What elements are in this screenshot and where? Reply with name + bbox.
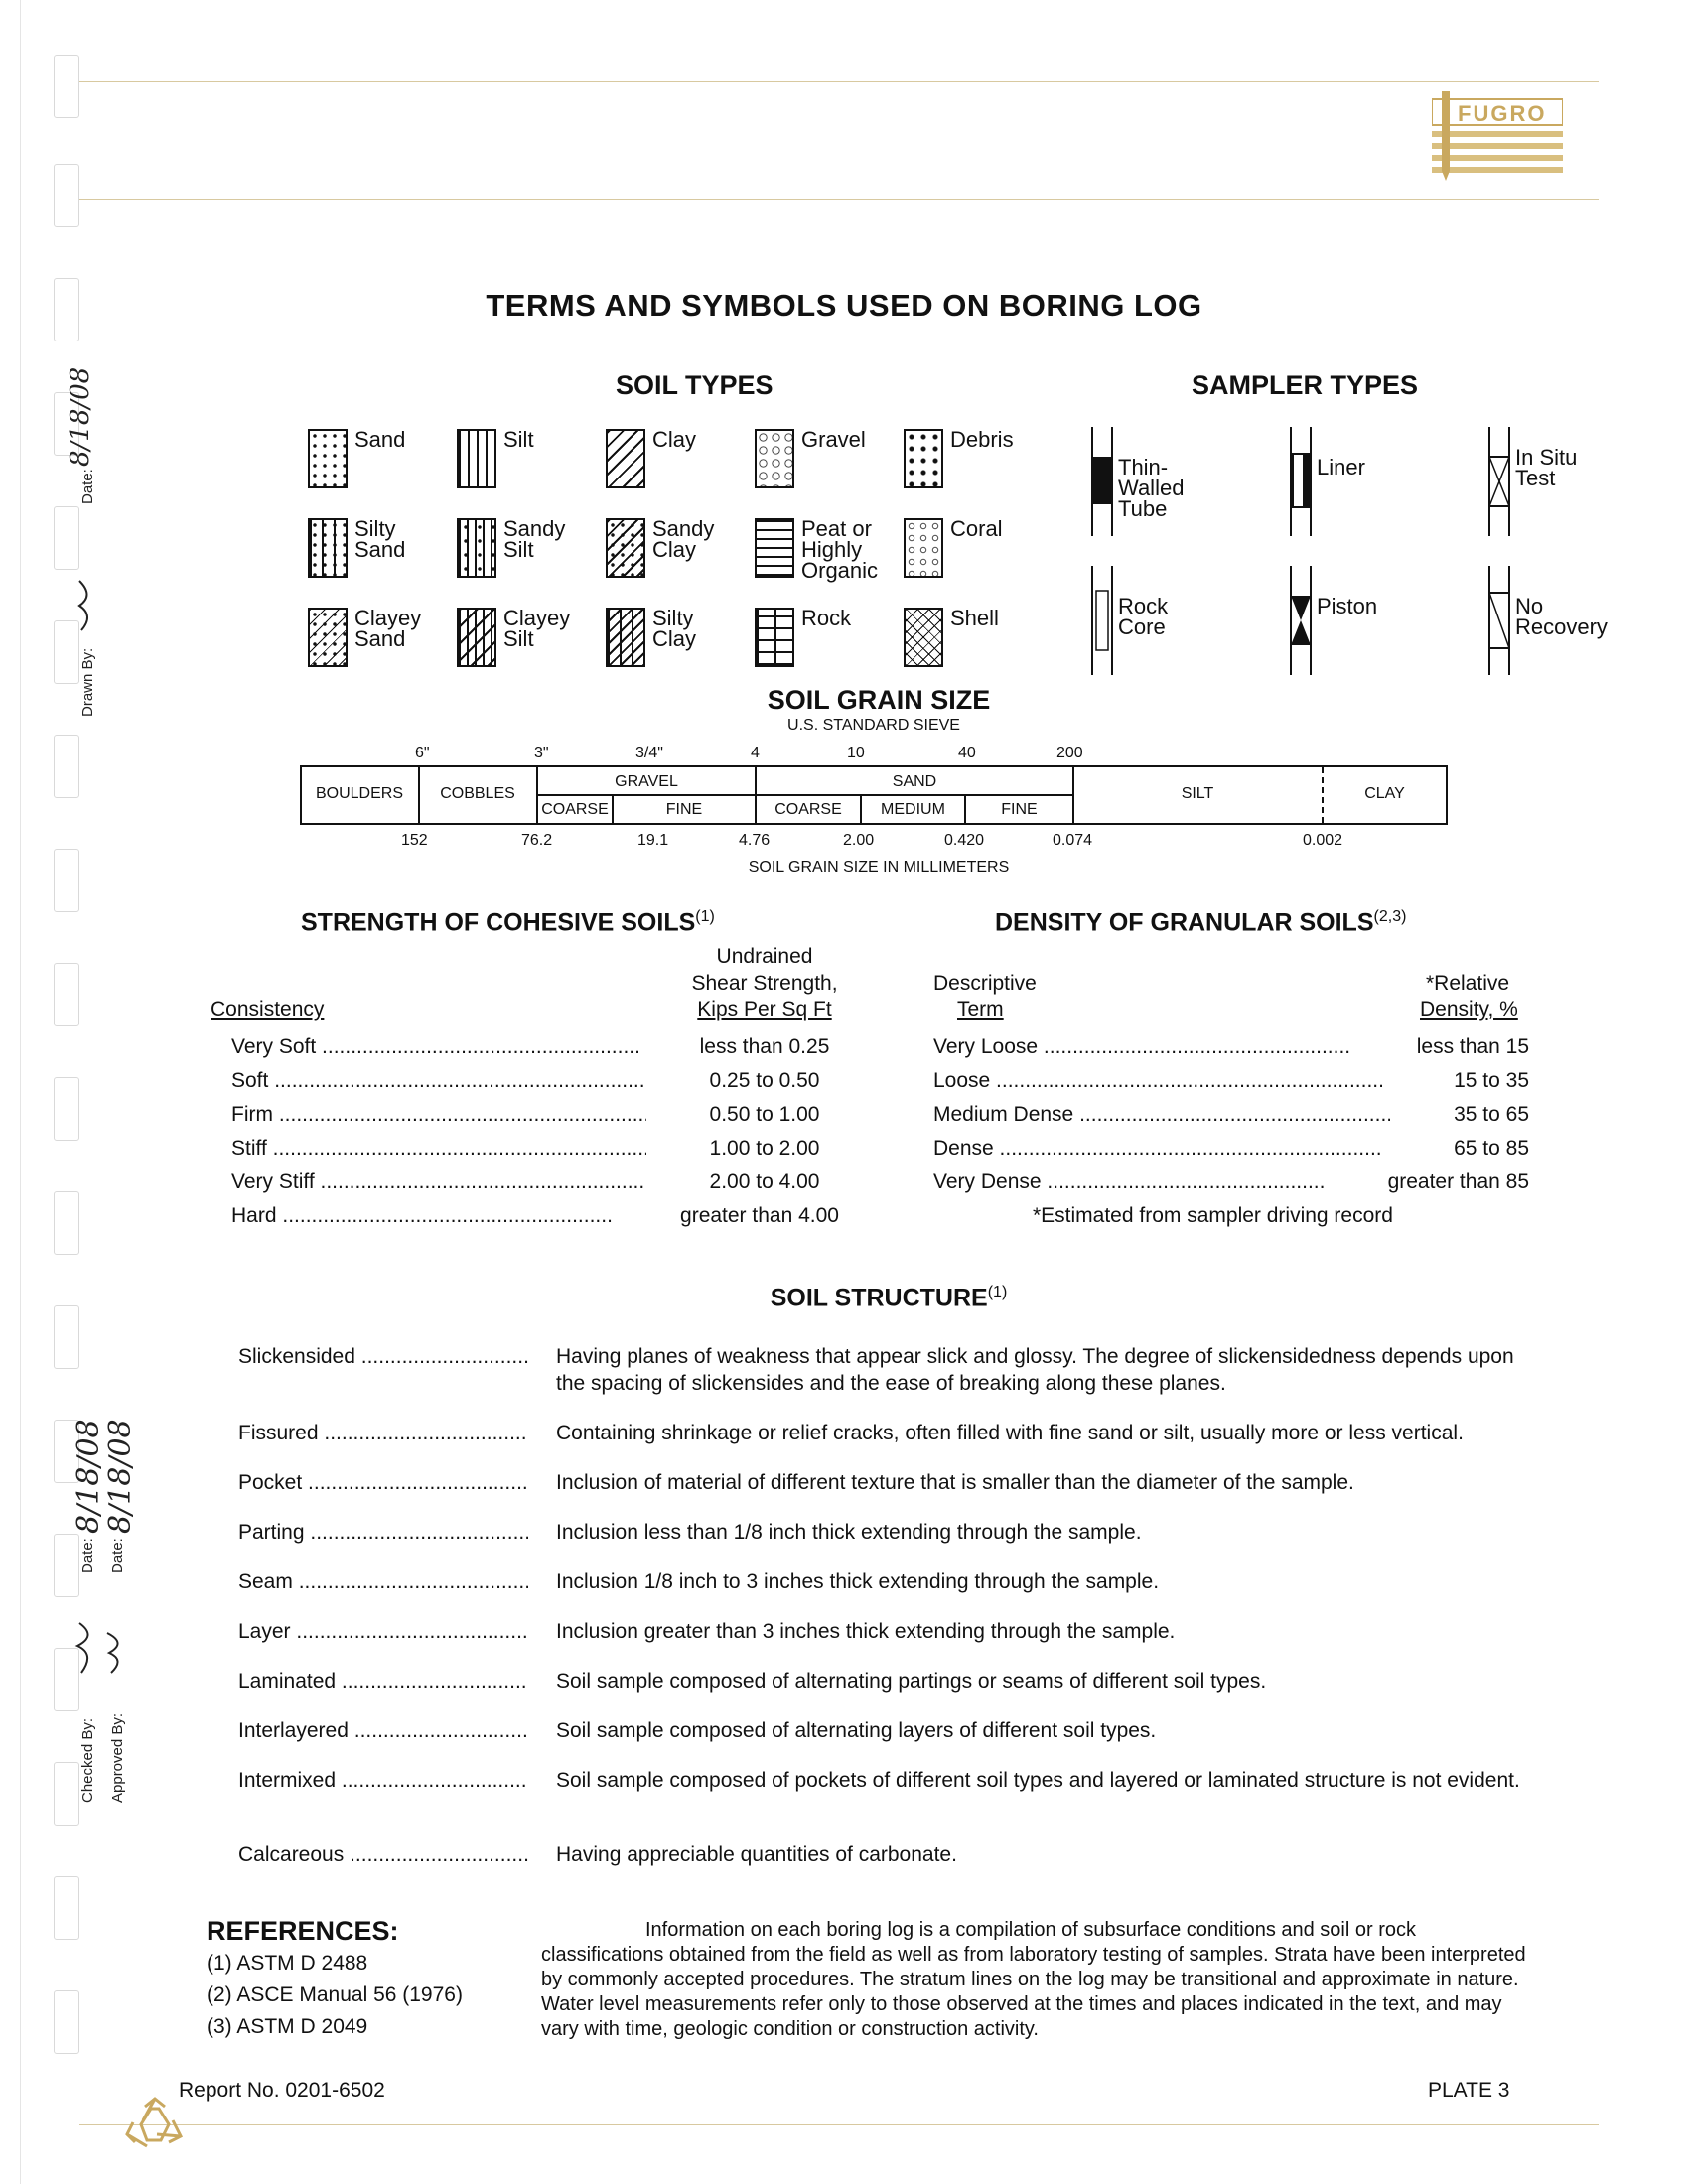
- header-rule-bottom: [79, 199, 1599, 200]
- cohesive-col-strength-line3: Kips Per Sq Ft: [697, 998, 832, 1021]
- side-approved-by-label: Approved By:: [109, 1712, 126, 1803]
- side-date-label: Date:: [79, 469, 96, 504]
- cohesive-col-strength-line2: Shear Strength,: [691, 972, 838, 995]
- handwritten-initials-drawn: [70, 576, 103, 635]
- handwritten-initials-approved: [99, 1628, 133, 1678]
- cohesive-value: greater than 4.00: [680, 1204, 839, 1227]
- granular-value: 35 to 65: [1454, 1103, 1529, 1126]
- cohesive-term: Soft .....: [231, 1069, 646, 1093]
- structure-term: Calcareous .....: [238, 1843, 528, 1867]
- sampler-label-thin-walled-tube: Thin- Walled Tube: [1118, 455, 1185, 521]
- soil-swatch-silty-clay: [606, 608, 645, 667]
- sampler-types-heading: SAMPLER TYPES: [1192, 370, 1419, 400]
- structure-desc: Inclusion 1/8 inch to 3 inches thick extending through the sample.: [556, 1570, 1160, 1593]
- sieve-label: 3": [534, 745, 549, 761]
- sampler-piston-icon: [1291, 566, 1311, 675]
- side-drawn-by-label: Drawn By:: [79, 647, 96, 717]
- plate-number: PLATE 3: [1428, 2079, 1510, 2102]
- grain-class-sand-medium: MEDIUM: [881, 801, 945, 818]
- soil-swatch-sandy-clay: [606, 518, 645, 578]
- soil-swatch-shell: [904, 608, 943, 667]
- sieve-label: 200: [1056, 745, 1083, 761]
- soil-swatch-silt: [457, 429, 496, 488]
- recycle-icon: [121, 2095, 189, 2158]
- binder-hole: [54, 1077, 79, 1141]
- page-title: TERMS AND SYMBOLS USED ON BORING LOG: [486, 288, 1202, 323]
- binder-hole: [54, 1990, 79, 2054]
- structure-term: Fissured .....: [238, 1422, 528, 1445]
- granular-value: greater than 85: [1387, 1170, 1529, 1193]
- soil-label-silty-sand: Silty Sand: [354, 516, 406, 562]
- grain-subdivider: [538, 794, 1072, 796]
- structure-term: Layer .....: [238, 1620, 528, 1644]
- cohesive-value: 1.00 to 2.00: [709, 1137, 820, 1160]
- soil-swatch-sandy-silt: [457, 518, 496, 578]
- structure-heading-text: SOIL STRUCTURE: [770, 1284, 988, 1312]
- sieve-label: 40: [958, 745, 976, 761]
- soil-label-sandy-clay: Sandy Clay: [652, 516, 715, 562]
- sieve-label: 3/4": [635, 745, 663, 761]
- soil-swatch-silty-sand: [308, 518, 348, 578]
- structure-term: Interlayered .....: [238, 1719, 528, 1743]
- cohesive-heading: [301, 908, 715, 937]
- granular-col-density-line2: Density, %: [1420, 998, 1518, 1021]
- sieve-label: 10: [847, 745, 865, 761]
- structure-desc: Having appreciable quantities of carbonate.: [556, 1843, 957, 1866]
- soil-swatch-peat: [755, 518, 794, 578]
- handwritten-date: 8/18/08: [103, 1419, 138, 1534]
- granular-term: Loose .....: [933, 1069, 1382, 1093]
- granular-value: 15 to 35: [1454, 1069, 1529, 1092]
- grain-class-silt: SILT: [1181, 785, 1214, 802]
- cohesive-term: Firm .....: [231, 1103, 646, 1127]
- footer-rule: [79, 2124, 1599, 2125]
- structure-desc: Inclusion less than 1/8 inch thick extending through the sample.: [556, 1521, 1142, 1544]
- grain-size-heading: SOIL GRAIN SIZE: [767, 685, 991, 715]
- header-rule-top: [79, 81, 1599, 82]
- soil-label-silt: Silt: [503, 427, 534, 452]
- mm-label: 152: [401, 832, 428, 849]
- granular-col-term-line1: Descriptive: [933, 972, 1037, 995]
- mm-label: 0.074: [1053, 832, 1093, 849]
- granular-term: Dense .....: [933, 1137, 1380, 1160]
- reference-item: (2) ASCE Manual 56 (1976): [207, 1983, 463, 2006]
- binder-hole: [54, 506, 79, 570]
- structure-desc: Inclusion greater than 3 inches thick extending through the sample.: [556, 1620, 1176, 1643]
- structure-desc: Having planes of weakness that appear slick and glossy. The degree of slickensidedness depends upon the spacing of slickensides and the ease of breaking along these planes.: [556, 1345, 1514, 1395]
- mm-label: 76.2: [521, 832, 553, 849]
- side-checked-by-label: Checked By:: [79, 1717, 96, 1803]
- reference-item: (1) ASTM D 2488: [207, 1952, 368, 1975]
- soil-swatch-gravel: [755, 429, 794, 488]
- binder-hole: [54, 164, 79, 227]
- grain-class-clay: CLAY: [1364, 785, 1405, 802]
- mm-label: 0.420: [944, 832, 985, 849]
- sampler-no-recovery-icon: [1489, 566, 1509, 675]
- soil-swatch-sand: [308, 429, 348, 488]
- grain-class-cobbles: COBBLES: [440, 785, 515, 802]
- sieve-label: 6": [415, 745, 430, 761]
- cohesive-value: 2.00 to 4.00: [709, 1170, 820, 1193]
- soil-label-gravel: Gravel: [801, 427, 866, 452]
- granular-value: less than 15: [1416, 1035, 1529, 1058]
- sampler-label-no-recovery: No Recovery: [1515, 594, 1608, 639]
- binder-hole: [54, 1305, 79, 1369]
- soil-label-silty-clay: Silty Clay: [652, 606, 697, 651]
- cohesive-col-consistency: Consistency: [211, 998, 325, 1021]
- soil-types-heading: SOIL TYPES: [616, 370, 774, 400]
- sampler-rock-core-icon: [1092, 566, 1112, 675]
- soil-label-clay: Clay: [652, 427, 697, 452]
- disclaimer-text: Information on each boring log is a compilation of subsurface conditions and soil or rock classifications obtained from the field as well as from laboratory testing of samples. Strata have been interpreted by commonly accepted procedures. The stratum lines on the log may be transitional and approximate in nature. Water level measurements refer only to those observed at the times and places indicated in the text, and may vary with time, geologic condition or construction activity.: [541, 1919, 1526, 2040]
- granular-col-term-line2: Term: [957, 998, 1004, 1021]
- cohesive-heading-text: STRENGTH OF COHESIVE SOILS: [301, 908, 696, 937]
- mm-label: 0.002: [1303, 832, 1343, 849]
- structure-desc: Containing shrinkage or relief cracks, often filled with fine sand or silt, usually more or less vertical.: [556, 1422, 1464, 1444]
- soil-swatch-clayey-silt: [457, 608, 496, 667]
- granular-note: *Estimated from sampler driving record: [1033, 1204, 1393, 1227]
- fugro-logo-text: FUGRO: [1458, 101, 1547, 126]
- soil-label-sand: Sand: [354, 427, 406, 452]
- structure-term: Laminated .....: [238, 1670, 528, 1694]
- side-date-label: Date:: [109, 1538, 126, 1573]
- structure-desc: Soil sample composed of alternating partings or seams of different soil types.: [556, 1670, 1267, 1693]
- grain-size-subheading: U.S. STANDARD SIEVE: [787, 717, 960, 734]
- soil-swatch-clayey-sand: [308, 608, 348, 667]
- binder-hole: [54, 55, 79, 118]
- soil-label-shell: Shell: [950, 606, 999, 630]
- granular-col-density-line1: *Relative: [1426, 972, 1510, 995]
- handwritten-initials-checked: [70, 1618, 103, 1678]
- sieve-label: 4: [751, 745, 760, 761]
- grain-axis-label: SOIL GRAIN SIZE IN MILLIMETERS: [748, 859, 1010, 876]
- soil-label-rock: Rock: [801, 606, 852, 630]
- references-heading: REFERENCES:: [207, 1916, 399, 1946]
- sampler-label-piston: Piston: [1317, 594, 1378, 618]
- structure-desc: Soil sample composed of pockets of different soil types and layered or laminated structure is not evident.: [556, 1769, 1520, 1792]
- mm-label: 2.00: [843, 832, 875, 849]
- soil-swatch-coral: [904, 518, 943, 578]
- soil-label-clayey-silt: Clayey Silt: [503, 606, 571, 651]
- soil-label-clayey-sand: Clayey Sand: [354, 606, 422, 651]
- sampler-label-liner: Liner: [1317, 455, 1365, 479]
- grain-class-gravel: GRAVEL: [615, 773, 678, 790]
- report-number: Report No. 0201-6502: [179, 2079, 385, 2102]
- structure-desc: Soil sample composed of alternating layers of different soil types.: [556, 1719, 1157, 1742]
- mm-label: 4.76: [739, 832, 771, 849]
- cohesive-term: Hard .....: [231, 1204, 614, 1228]
- fugro-logo: [1432, 91, 1563, 183]
- soil-label-debris: Debris: [950, 427, 1014, 452]
- grain-class-boulders: BOULDERS: [315, 785, 404, 802]
- cohesive-term: Very Stiff .....: [231, 1170, 646, 1194]
- cohesive-col-strength-line1: Undrained: [716, 945, 813, 968]
- structure-term: Parting .....: [238, 1521, 528, 1545]
- soil-swatch-clay: [606, 429, 645, 488]
- structure-heading: [0, 1284, 1688, 1312]
- cohesive-value: less than 0.25: [699, 1035, 830, 1058]
- grain-class-sand-fine: FINE: [1001, 801, 1038, 818]
- soil-label-peat: Peat or Highly Organic: [801, 516, 879, 583]
- reference-item: (3) ASTM D 2049: [207, 2015, 368, 2038]
- binder-hole: [54, 1534, 79, 1597]
- structure-desc: Inclusion of material of different texture that is smaller than the diameter of the sample.: [556, 1471, 1354, 1494]
- cohesive-value: 0.50 to 1.00: [709, 1103, 820, 1126]
- granular-value: 65 to 85: [1454, 1137, 1529, 1160]
- sampler-label-in-situ-test: In Situ Test: [1515, 445, 1578, 490]
- soil-label-sandy-silt: Sandy Silt: [503, 516, 566, 562]
- grain-class-sand: SAND: [892, 773, 937, 790]
- soil-label-coral: Coral: [950, 516, 1003, 541]
- sampler-thin-walled-tube-icon: [1092, 427, 1112, 536]
- grain-class-sand-coarse: COARSE: [774, 801, 842, 818]
- structure-heading-sup: (1): [987, 1284, 1008, 1300]
- granular-term: Very Dense .....: [933, 1170, 1326, 1194]
- grain-class-gravel-coarse: COARSE: [541, 801, 609, 818]
- binder-hole: [54, 735, 79, 798]
- sampler-label-rock-core: Rock Core: [1118, 594, 1169, 639]
- granular-term: Medium Dense .....: [933, 1103, 1390, 1127]
- granular-heading-text: DENSITY OF GRANULAR SOILS: [995, 908, 1374, 937]
- cohesive-heading-sup: (1): [695, 908, 715, 925]
- granular-term: Very Loose .....: [933, 1035, 1350, 1059]
- structure-term: Intermixed .....: [238, 1769, 528, 1793]
- structure-term: Seam .....: [238, 1570, 528, 1594]
- mm-label: 19.1: [637, 832, 669, 849]
- granular-heading: [995, 908, 1406, 937]
- side-date-label: Date:: [79, 1538, 96, 1573]
- cohesive-value: 0.25 to 0.50: [709, 1069, 820, 1092]
- sampler-liner-icon: [1291, 427, 1311, 536]
- binder-hole: [54, 1191, 79, 1255]
- cohesive-term: Very Soft .....: [231, 1035, 638, 1059]
- structure-term: Pocket .....: [238, 1471, 528, 1495]
- binder-hole: [54, 963, 79, 1026]
- structure-term: Slickensided .....: [238, 1345, 528, 1369]
- page-left-edge: [20, 0, 21, 2184]
- binder-hole: [54, 1762, 79, 1826]
- cohesive-term: Stiff .....: [231, 1137, 646, 1160]
- soil-swatch-rock: [755, 608, 794, 667]
- handwritten-date-top: 8/18/08: [66, 366, 95, 467]
- handwritten-date: 8/18/08: [71, 1419, 106, 1534]
- soil-swatch-debris: [904, 429, 943, 488]
- granular-heading-sup: (2,3): [1373, 908, 1407, 925]
- sampler-in-situ-icon: [1489, 427, 1509, 536]
- binder-hole: [54, 1876, 79, 1940]
- grain-class-gravel-fine: FINE: [665, 801, 703, 818]
